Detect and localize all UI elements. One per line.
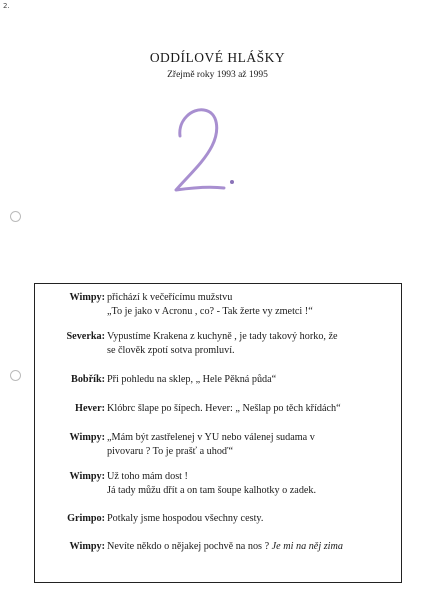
quote-text (107, 402, 393, 416)
quote-text (107, 373, 393, 387)
punch-hole-bottom (10, 370, 21, 381)
page-subtitle: Zřejmě roky 1993 až 1995 (167, 70, 268, 80)
corner-page-note: 2. (3, 2, 10, 10)
speaker-name: Hever: (75, 403, 105, 414)
quote-line: „To je jako v Acronu , co? - Tak žerte vy zmetci !“ (107, 305, 313, 317)
quote-line: Vypustíme Krakena z kuchyně , je tady takový horko, že (107, 331, 338, 342)
quote-text (107, 470, 393, 497)
quote-line: Už toho mám dost ! (107, 471, 188, 482)
quote-line: Při pohledu na sklep, „ Hele Pěkná půda“ (107, 374, 277, 385)
speaker-name: Bobřík: (71, 374, 105, 385)
punch-hole-top (10, 211, 21, 222)
quote-line: Potkaly jsme hospodou všechny cesty. (107, 513, 264, 524)
quote-line: se člověk zpotí sotva promluví. (107, 344, 235, 356)
quote-line-italic-tail: Je mi na něj zima (271, 541, 343, 552)
quote-line: Já tady můžu dřít a on tam šoupe kalhotky o zadek. (107, 484, 317, 496)
quote-text (107, 291, 393, 318)
quote-line-regular: Nevíte někdo o nějakej pochvě na nos ? (107, 541, 272, 552)
quote-line: přichází k večeřícímu mužstvu (107, 292, 233, 303)
quote-line: pivovaru ? To je prašť a uhoď“ (107, 445, 234, 457)
speaker-name: Severka: (66, 331, 105, 342)
quote-text (107, 330, 393, 357)
speaker-name: Wimpy: (69, 432, 105, 443)
page-title: ODDÍLOVÉ HLÁŠKY (149, 50, 286, 65)
quotes-box (34, 283, 402, 583)
quote-text (107, 512, 393, 526)
speaker-name: Wimpy: (69, 292, 105, 303)
speaker-name: Wimpy: (69, 541, 105, 552)
quote-text (107, 540, 393, 554)
handwritten-number-2 (166, 102, 238, 198)
quote-line (107, 540, 393, 554)
speaker-name: Wimpy: (69, 471, 105, 482)
quote-text (107, 431, 393, 458)
quote-line: „Mám být zastřelenej v YU nebo válenej sudama v (107, 432, 315, 443)
speaker-name: Grimpo: (67, 513, 105, 524)
quote-line: Klóbrc šlape po šípech. Hever: „ Nešlap po těch křídách“ (107, 403, 341, 414)
